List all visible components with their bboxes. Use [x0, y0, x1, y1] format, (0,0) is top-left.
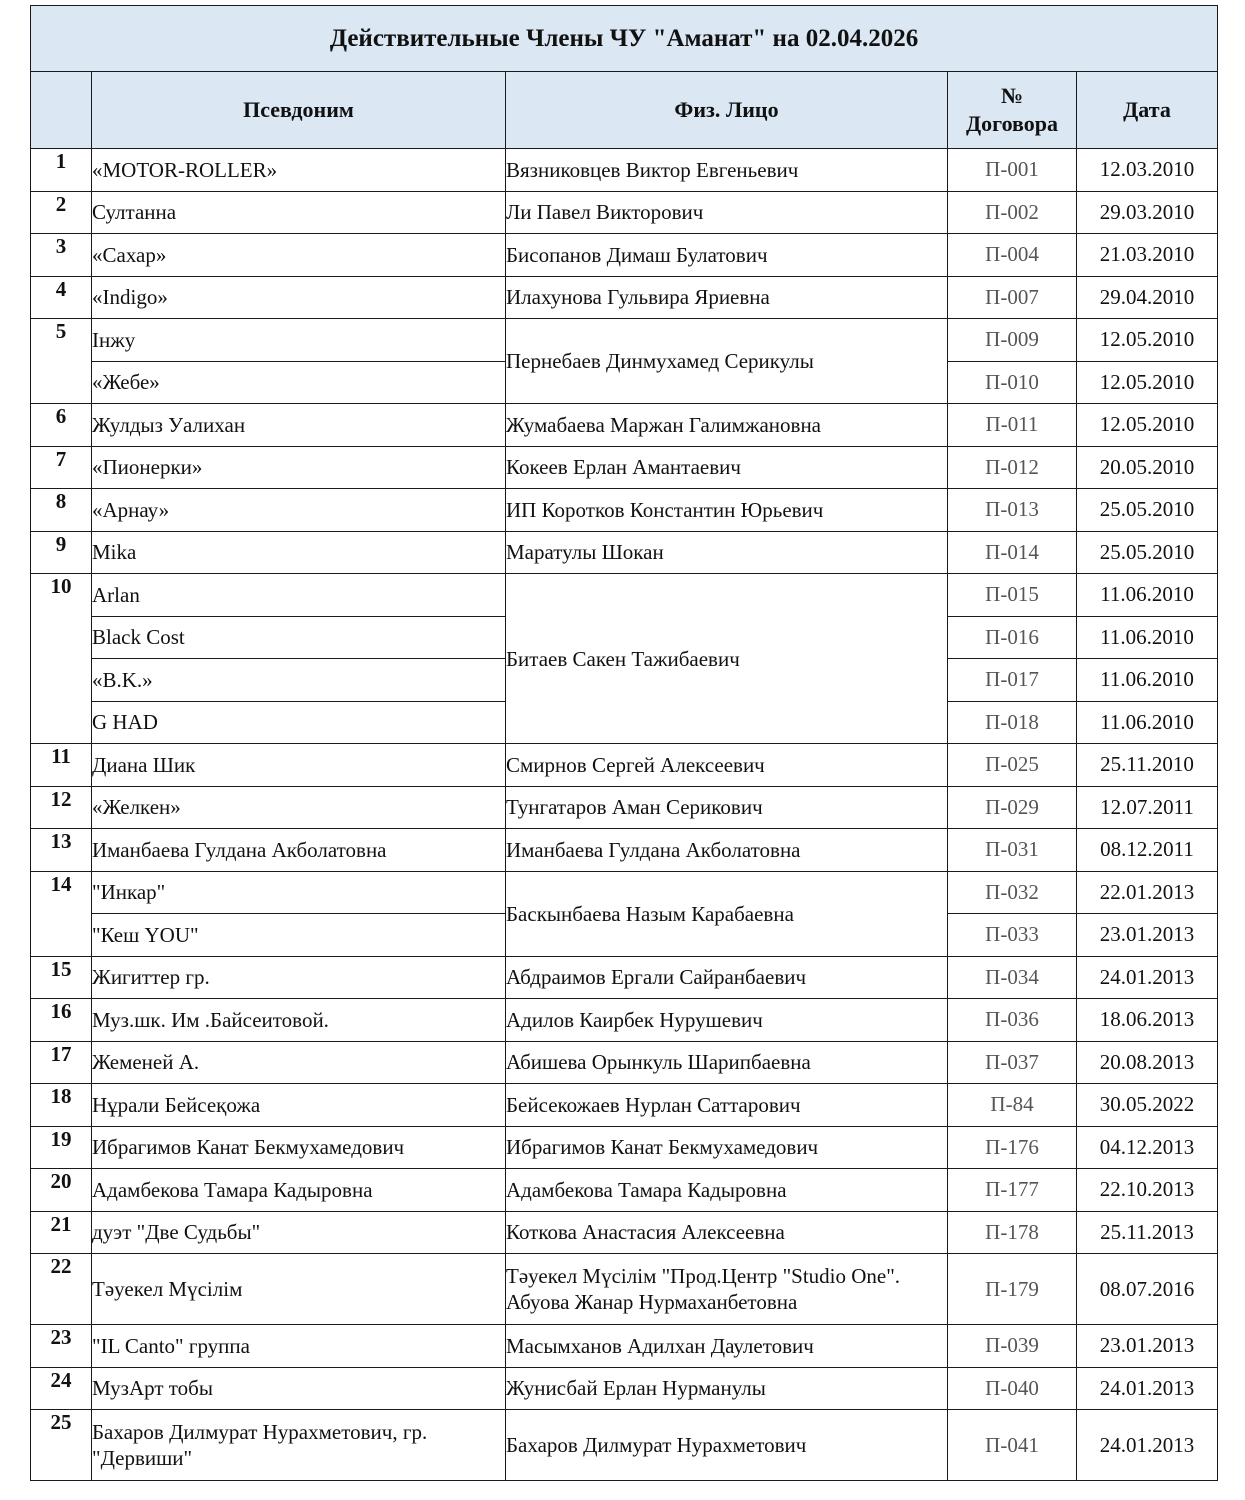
person-cell: Бисопанов Димаш Булатович	[506, 234, 948, 277]
date-cell: 12.05.2010	[1077, 404, 1218, 447]
row-number: 21	[31, 1211, 92, 1254]
contract-cell: П-041	[948, 1410, 1077, 1481]
person-cell: Кокеев Ерлан Амантаевич	[506, 446, 948, 489]
contract-cell: П-039	[948, 1325, 1077, 1368]
table-row	[31, 276, 1218, 319]
contract-cell: П-010	[948, 361, 1077, 404]
table-row	[31, 319, 1218, 362]
date-cell: 20.05.2010	[1077, 446, 1218, 489]
contract-cell: П-007	[948, 276, 1077, 319]
table-title: Действительные Члены ЧУ "Аманат" на 02.04.2026	[31, 6, 1218, 72]
contract-cell: П-037	[948, 1041, 1077, 1084]
pseudonym-cell: «Арнау»	[92, 489, 506, 532]
date-cell: 25.05.2010	[1077, 531, 1218, 574]
row-number: 16	[31, 999, 92, 1042]
row-number: 19	[31, 1126, 92, 1169]
contract-cell: П-034	[948, 956, 1077, 999]
header-person: Физ. Лицо	[506, 72, 948, 149]
row-number: 9	[31, 531, 92, 574]
contract-cell: П-012	[948, 446, 1077, 489]
table-row	[31, 1367, 1218, 1410]
header-pseudonym: Псевдоним	[92, 72, 506, 149]
date-cell: 24.01.2013	[1077, 956, 1218, 999]
person-cell: Маратулы Шокан	[506, 531, 948, 574]
date-cell: 12.05.2010	[1077, 361, 1218, 404]
pseudonym-cell: G HAD	[92, 701, 506, 744]
date-cell: 24.01.2013	[1077, 1367, 1218, 1410]
contract-cell: П-025	[948, 744, 1077, 787]
pseudonym-cell: "Инкар"	[92, 871, 506, 914]
pseudonym-cell: Жигиттер гр.	[92, 956, 506, 999]
table-row	[31, 1254, 1218, 1325]
row-number: 14	[31, 871, 92, 956]
contract-cell: П-177	[948, 1169, 1077, 1212]
person-cell: ИП Коротков Константин Юрьевич	[506, 489, 948, 532]
person-cell: Иманбаева Гулдана Акболатовна	[506, 829, 948, 872]
person-cell: Адилов Каирбек Нурушевич	[506, 999, 948, 1042]
table-row	[31, 1126, 1218, 1169]
person-cell: Бахаров Дилмурат Нурахметович	[506, 1410, 948, 1481]
contract-cell: П-031	[948, 829, 1077, 872]
header-contract-line1: №	[1000, 83, 1024, 108]
date-cell: 22.10.2013	[1077, 1169, 1218, 1212]
row-number: 22	[31, 1254, 92, 1325]
pseudonym-cell: «B.K.»	[92, 659, 506, 702]
contract-cell: П-002	[948, 191, 1077, 234]
contract-cell: П-001	[948, 149, 1077, 192]
date-cell: 25.11.2010	[1077, 744, 1218, 787]
date-cell: 22.01.2013	[1077, 871, 1218, 914]
person-cell: Ли Павел Викторович	[506, 191, 948, 234]
date-cell: 23.01.2013	[1077, 914, 1218, 957]
table-row	[31, 531, 1218, 574]
date-cell: 12.03.2010	[1077, 149, 1218, 192]
date-cell: 29.04.2010	[1077, 276, 1218, 319]
table-row	[31, 786, 1218, 829]
row-number: 4	[31, 276, 92, 319]
date-cell: 12.07.2011	[1077, 786, 1218, 829]
pseudonym-cell: "Кеш YOU"	[92, 914, 506, 957]
table-row	[31, 574, 1218, 617]
row-number: 20	[31, 1169, 92, 1212]
person-cell: Жумабаева Маржан Галимжановна	[506, 404, 948, 447]
contract-cell: П-176	[948, 1126, 1077, 1169]
contract-cell: П-178	[948, 1211, 1077, 1254]
person-cell: Абдраимов Ергали Сайранбаевич	[506, 956, 948, 999]
row-number: 7	[31, 446, 92, 489]
table-row	[31, 999, 1218, 1042]
row-number: 24	[31, 1367, 92, 1410]
date-cell: 12.05.2010	[1077, 319, 1218, 362]
person-cell: Пернебаев Динмухамед Серикулы	[506, 319, 948, 404]
contract-cell: П-011	[948, 404, 1077, 447]
contract-cell: П-040	[948, 1367, 1077, 1410]
pseudonym-cell: «Indigo»	[92, 276, 506, 319]
date-cell: 24.01.2013	[1077, 1410, 1218, 1481]
header-contract-line2: Договора	[966, 111, 1058, 136]
table-row	[31, 1410, 1218, 1481]
person-cell: Вязниковцев Виктор Евгеньевич	[506, 149, 948, 192]
row-number: 10	[31, 574, 92, 744]
pseudonym-cell: Тәуекел Мүсілім	[92, 1254, 506, 1325]
title-row	[31, 6, 1218, 72]
person-cell: Абишева Орынкуль Шарипбаевна	[506, 1041, 948, 1084]
contract-cell: П-84	[948, 1084, 1077, 1127]
date-cell: 23.01.2013	[1077, 1325, 1218, 1368]
person-cell: Бейсекожаев Нурлан Саттарович	[506, 1084, 948, 1127]
row-number: 15	[31, 956, 92, 999]
date-cell: 11.06.2010	[1077, 574, 1218, 617]
table-row	[31, 744, 1218, 787]
pseudonym-cell: Бахаров Дилмурат Нурахметович, гр. "Дервиши"	[92, 1410, 506, 1481]
header-row	[31, 72, 1218, 149]
contract-cell: П-009	[948, 319, 1077, 362]
header-number	[31, 72, 92, 149]
table-row	[31, 1211, 1218, 1254]
contract-cell: П-018	[948, 701, 1077, 744]
pseudonym-cell: дуэт "Две Судьбы"	[92, 1211, 506, 1254]
person-cell: Жунисбай Ерлан Нурманулы	[506, 1367, 948, 1410]
table-row	[31, 871, 1218, 914]
row-number: 5	[31, 319, 92, 404]
person-cell: Битаев Сакен Тажибаевич	[506, 574, 948, 744]
table-row	[31, 489, 1218, 532]
pseudonym-cell: Arlan	[92, 574, 506, 617]
table-row	[31, 1084, 1218, 1127]
row-number: 1	[31, 149, 92, 192]
pseudonym-cell: «MOTOR-ROLLER»	[92, 149, 506, 192]
table-row	[31, 191, 1218, 234]
pseudonym-cell: МузАрт тобы	[92, 1367, 506, 1410]
date-cell: 18.06.2013	[1077, 999, 1218, 1042]
contract-cell: П-029	[948, 786, 1077, 829]
date-cell: 21.03.2010	[1077, 234, 1218, 277]
pseudonym-cell: «Жебе»	[92, 361, 506, 404]
date-cell: 20.08.2013	[1077, 1041, 1218, 1084]
table-row	[31, 1325, 1218, 1368]
contract-cell: П-013	[948, 489, 1077, 532]
contract-cell: П-017	[948, 659, 1077, 702]
contract-cell: П-004	[948, 234, 1077, 277]
row-number: 13	[31, 829, 92, 872]
table-row	[31, 149, 1218, 192]
contract-cell: П-033	[948, 914, 1077, 957]
contract-cell: П-032	[948, 871, 1077, 914]
pseudonym-cell: Жулдыз Уалихан	[92, 404, 506, 447]
person-cell: Смирнов Сергей Алексеевич	[506, 744, 948, 787]
pseudonym-cell: Mika	[92, 531, 506, 574]
row-number: 3	[31, 234, 92, 277]
table-row	[31, 234, 1218, 277]
date-cell: 04.12.2013	[1077, 1126, 1218, 1169]
date-cell: 30.05.2022	[1077, 1084, 1218, 1127]
row-number: 23	[31, 1325, 92, 1368]
date-cell: 25.05.2010	[1077, 489, 1218, 532]
person-cell: Адамбекова Тамара Кадыровна	[506, 1169, 948, 1212]
pseudonym-cell: «Пионерки»	[92, 446, 506, 489]
date-cell: 08.12.2011	[1077, 829, 1218, 872]
row-number: 2	[31, 191, 92, 234]
pseudonym-cell: Жеменей А.	[92, 1041, 506, 1084]
pseudonym-cell: Ибрагимов Канат Бекмухамедович	[92, 1126, 506, 1169]
header-date: Дата	[1077, 72, 1218, 149]
person-cell: Баскынбаева Назым Карабаевна	[506, 871, 948, 956]
date-cell: 11.06.2010	[1077, 701, 1218, 744]
person-cell: Ибрагимов Канат Бекмухамедович	[506, 1126, 948, 1169]
date-cell: 11.06.2010	[1077, 659, 1218, 702]
row-number: 8	[31, 489, 92, 532]
contract-cell: П-036	[948, 999, 1077, 1042]
person-cell: Илахунова Гульвира Яриевна	[506, 276, 948, 319]
pseudonym-cell: Диана Шик	[92, 744, 506, 787]
row-number: 11	[31, 744, 92, 787]
row-number: 17	[31, 1041, 92, 1084]
table-row	[31, 1169, 1218, 1212]
pseudonym-cell: «Желкен»	[92, 786, 506, 829]
table-row	[31, 446, 1218, 489]
header-contract	[948, 72, 1077, 149]
table-row	[31, 1041, 1218, 1084]
members-table	[30, 5, 1218, 1481]
date-cell: 25.11.2013	[1077, 1211, 1218, 1254]
table-row	[31, 956, 1218, 999]
row-number: 18	[31, 1084, 92, 1127]
person-cell: Тунгатаров Аман Серикович	[506, 786, 948, 829]
pseudonym-cell: Султанна	[92, 191, 506, 234]
pseudonym-cell: Муз.шк. Им .Байсеитовой.	[92, 999, 506, 1042]
pseudonym-cell: Адамбекова Тамара Кадыровна	[92, 1169, 506, 1212]
pseudonym-cell: Black Cost	[92, 616, 506, 659]
pseudonym-cell: Інжу	[92, 319, 506, 362]
table-row	[31, 829, 1218, 872]
row-number: 6	[31, 404, 92, 447]
row-number: 12	[31, 786, 92, 829]
contract-cell: П-015	[948, 574, 1077, 617]
contract-cell: П-014	[948, 531, 1077, 574]
contract-cell: П-016	[948, 616, 1077, 659]
person-cell: Масымханов Адилхан Даулетович	[506, 1325, 948, 1368]
person-cell: Тәуекел Мүсілім "Прод.Центр "Studio One". Абуова Жанар Нурмаханбетовна	[506, 1254, 948, 1325]
table-row	[31, 404, 1218, 447]
pseudonym-cell: Иманбаева Гулдана Акболатовна	[92, 829, 506, 872]
contract-cell: П-179	[948, 1254, 1077, 1325]
pseudonym-cell: Нұрали Бейсеқожа	[92, 1084, 506, 1127]
date-cell: 11.06.2010	[1077, 616, 1218, 659]
pseudonym-cell: "IL Canto" группа	[92, 1325, 506, 1368]
date-cell: 29.03.2010	[1077, 191, 1218, 234]
row-number: 25	[31, 1410, 92, 1481]
person-cell: Коткова Анастасия Алексеевна	[506, 1211, 948, 1254]
date-cell: 08.07.2016	[1077, 1254, 1218, 1325]
pseudonym-cell: «Сахар»	[92, 234, 506, 277]
